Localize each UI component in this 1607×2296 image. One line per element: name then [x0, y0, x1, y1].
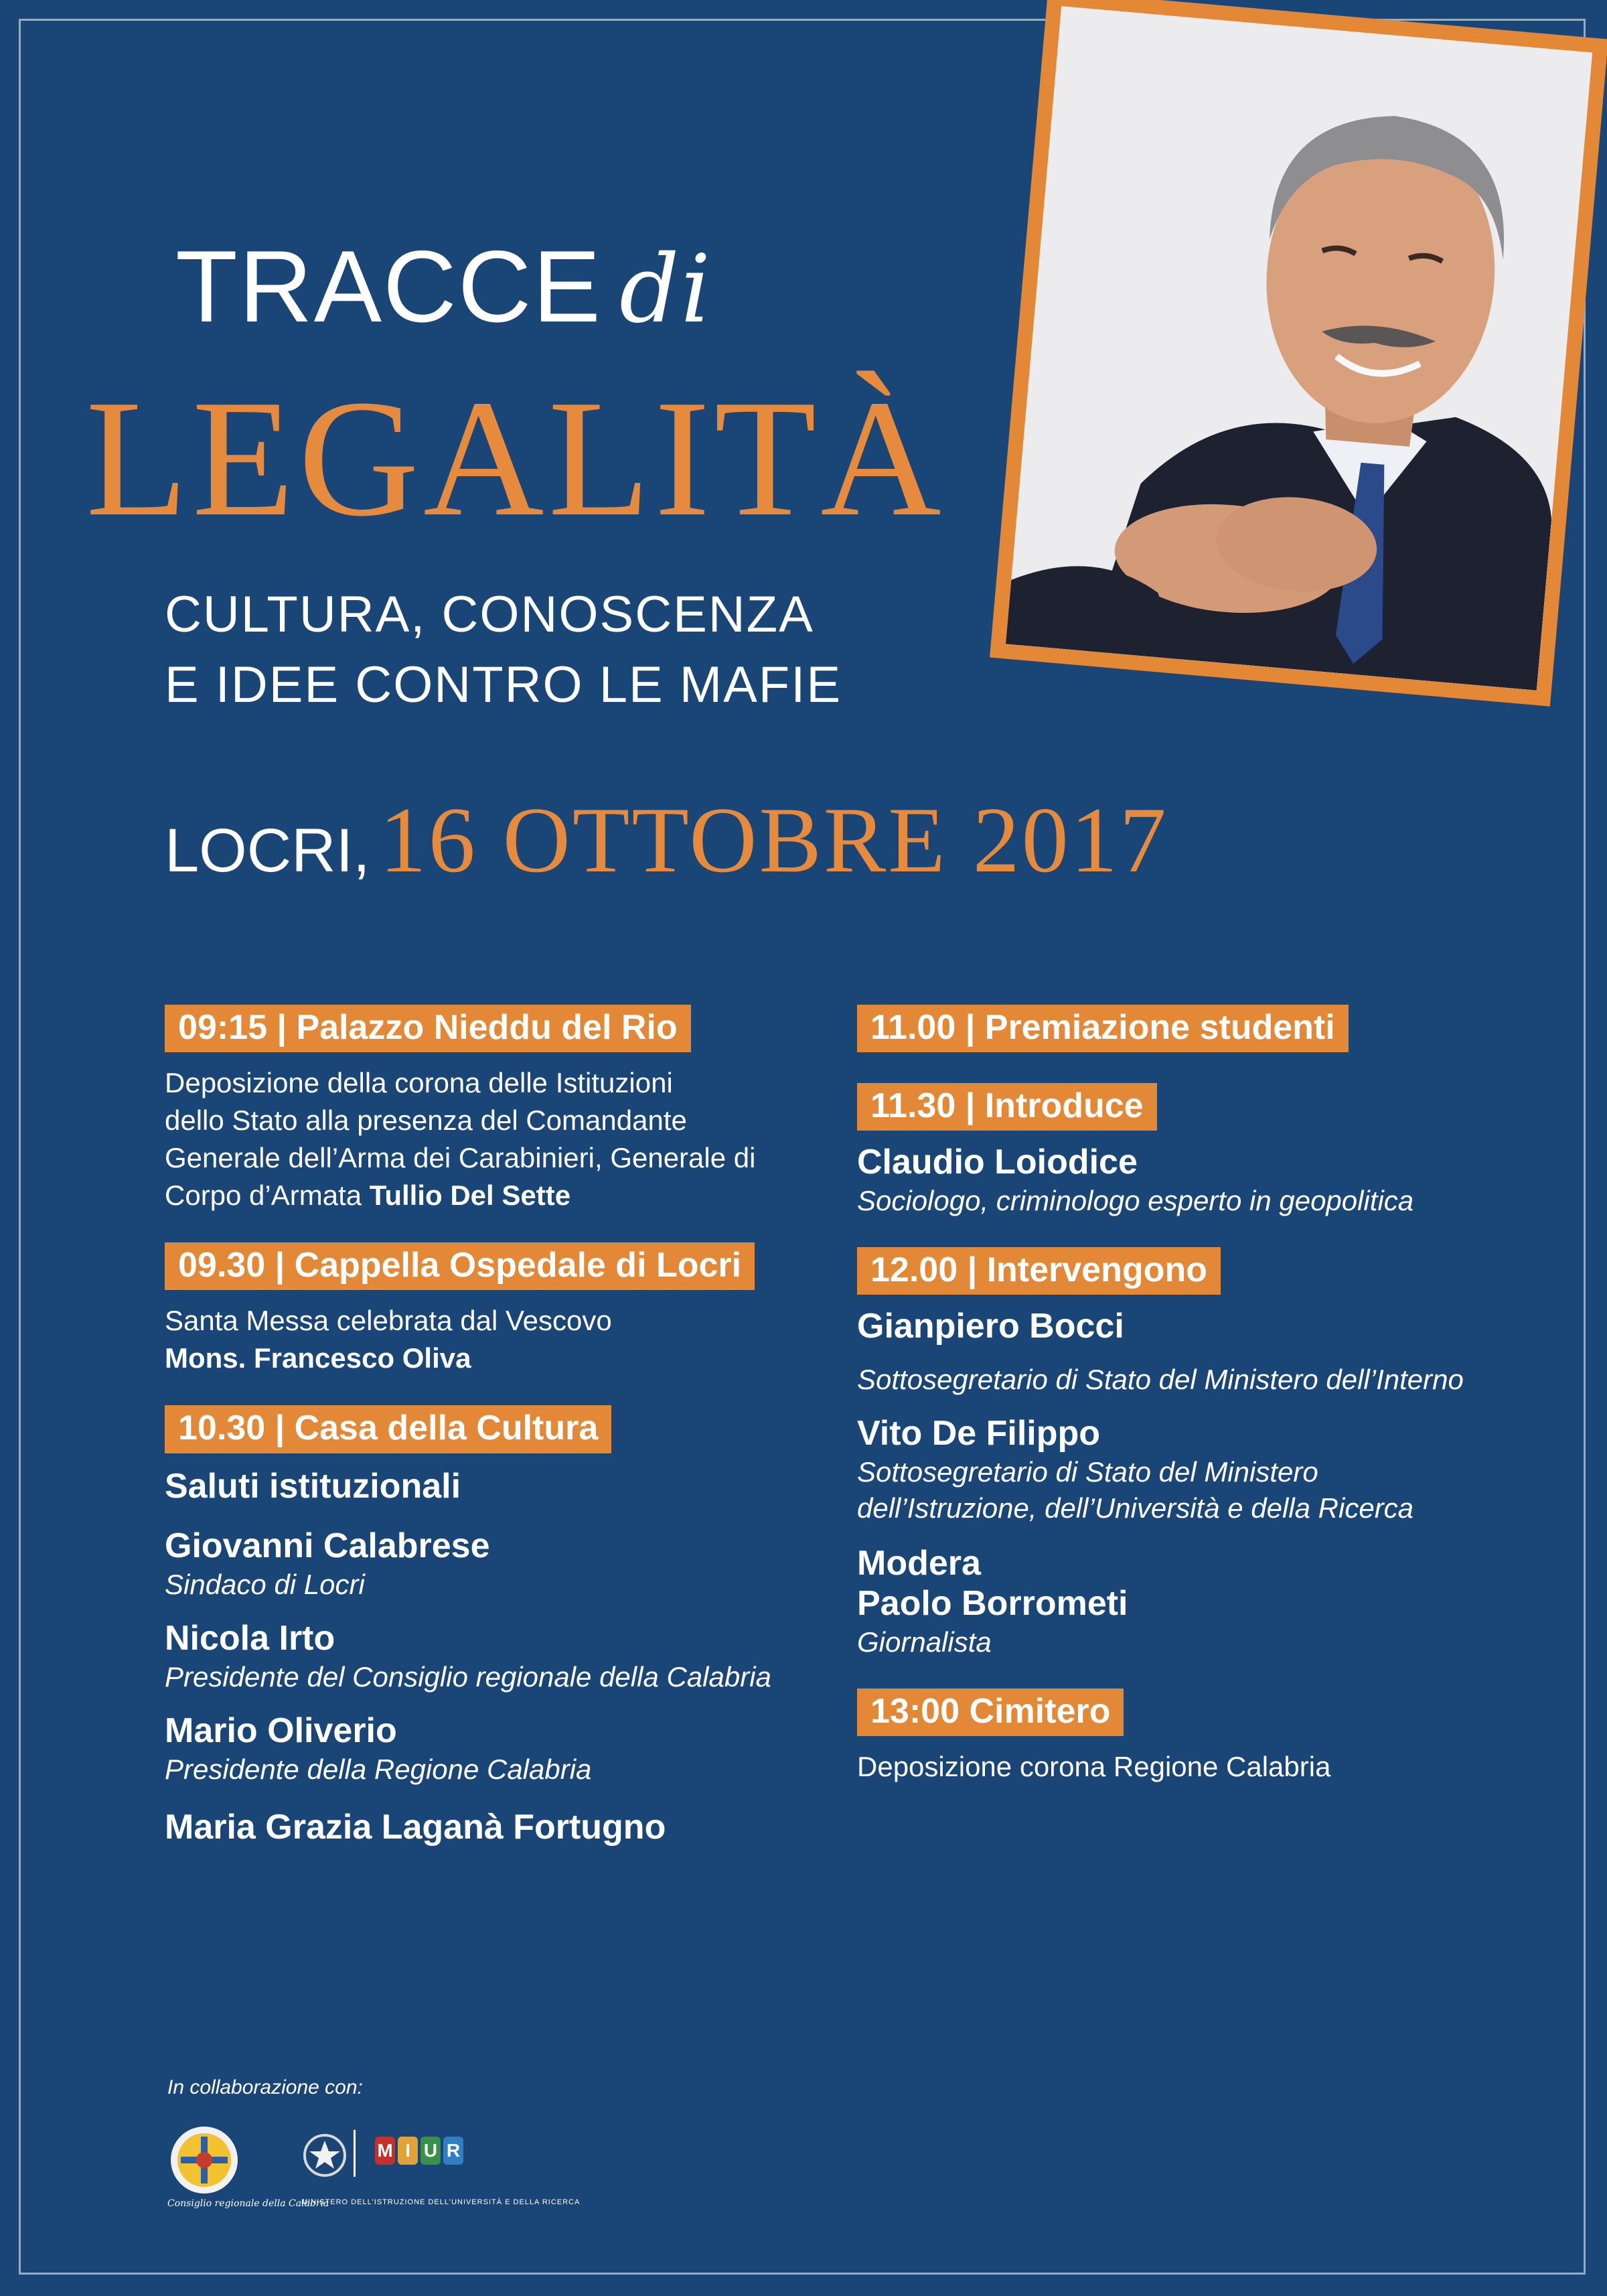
person-name: Vito De Filippo	[857, 1414, 1101, 1453]
desc-line	[165, 1177, 848, 1214]
calabria-emblem-icon	[167, 2123, 241, 2197]
calabria-council-caption: Consiglio regionale della Calabria	[167, 2198, 329, 2209]
miur-logo	[375, 2137, 463, 2165]
program-block-0930	[165, 1242, 848, 1377]
portrait-illustration	[1006, 6, 1592, 691]
person	[165, 1711, 848, 1788]
time-tag-1030: 10.30 | Casa della Cultura	[165, 1405, 611, 1453]
person-name: Mario Oliverio	[165, 1711, 397, 1750]
title-di: di	[619, 235, 712, 344]
event-date	[165, 788, 1168, 892]
desc-line: dello Stato alla presenza del Comandante	[165, 1104, 687, 1137]
time-tag-1300: 13:00 Cimitero	[857, 1689, 1124, 1736]
subtitle-line1: CULTURA, CONOSCENZA	[165, 586, 814, 643]
person-role: dell’Istruzione, dell’Università e della Ricerca	[857, 1492, 1414, 1524]
time-tag-0915: 09:15 | Palazzo Nieddu del Rio	[165, 1005, 691, 1052]
event-city: LOCRI,	[165, 816, 370, 885]
person-name: Paolo Borrometi	[857, 1583, 1128, 1623]
desc-bold-line	[165, 1340, 848, 1377]
block-heading: Saluti istituzionali	[165, 1466, 461, 1506]
person-name: Giovanni Calabrese	[165, 1526, 490, 1566]
logo-divider	[354, 2130, 356, 2177]
miur-letter: M	[375, 2137, 395, 2165]
person	[165, 1619, 848, 1695]
block-1300-description: Deposizione corona Regione Calabria	[857, 1750, 1331, 1782]
desc-line: Santa Messa celebrata dal Vescovo	[165, 1305, 612, 1337]
moderator-heading: Modera	[857, 1543, 981, 1583]
desc-prefix: Corpo d’Armata	[165, 1179, 370, 1212]
program-block-0915	[165, 1005, 848, 1214]
program-left-column	[165, 1005, 848, 1876]
miur-letter: U	[420, 2137, 441, 2165]
subtitle-line2: E IDEE CONTRO LE MAFIE	[165, 656, 842, 713]
program-block-1200	[857, 1247, 1567, 1660]
desc-bold-name: Tullio Del Sette	[369, 1179, 571, 1212]
person	[165, 1808, 848, 1848]
person	[165, 1526, 848, 1603]
republic-star-icon	[301, 2129, 348, 2182]
ministry-caption: MINISTERO DELL'ISTRUZIONE DELL'UNIVERSITÀ E DELLA RICERCA	[301, 2198, 581, 2206]
event-day: 16 OTTOBRE 2017	[379, 788, 1168, 892]
time-tag-1100: 11.00 | Premiazione studenti	[857, 1005, 1349, 1052]
portrait-photo	[990, 0, 1607, 707]
italian-republic-emblem	[301, 2129, 348, 2185]
miur-letter: I	[398, 2137, 418, 2165]
block-0915-description	[165, 1064, 848, 1214]
miur-letter: R	[443, 2137, 463, 2165]
person-role: Sottosegretario di Stato del Ministero dell’Interno	[857, 1364, 1464, 1396]
person-role: Sindaco di Locri	[165, 1569, 365, 1601]
block-0930-description	[165, 1302, 848, 1377]
collaboration-label: In collaborazione con:	[167, 2076, 363, 2098]
desc-line: Generale dell’Arma dei Carabinieri, Generale di	[165, 1142, 756, 1174]
program-block-1030	[165, 1405, 848, 1847]
time-tag-1130: 11.30 | Introduce	[857, 1083, 1157, 1131]
person-role: Sociologo, criminologo esperto in geopolitica	[857, 1185, 1414, 1217]
program-block-1130	[857, 1083, 1567, 1219]
title-legalita: LEGALITÀ	[86, 366, 945, 551]
time-tag-1200: 12.00 | Intervengono	[857, 1247, 1221, 1295]
title-tracce: TRACCE	[175, 230, 602, 344]
person-name: Claudio Loiodice	[857, 1143, 1138, 1182]
person-name: Maria Grazia Laganà Fortugno	[165, 1807, 666, 1847]
desc-line: Deposizione della corona delle Istituzioni	[165, 1067, 673, 1099]
person-role: Presidente della Regione Calabria	[165, 1753, 592, 1785]
time-tag-0930: 09.30 | Cappella Ospedale di Locri	[165, 1242, 755, 1290]
program-right-column	[857, 1005, 1567, 1814]
person-name: Gianpiero Bocci	[857, 1307, 1124, 1346]
program-block-1300	[857, 1689, 1567, 1786]
desc-bold-name: Mons. Francesco Oliva	[165, 1342, 471, 1374]
person-role: Giornalista	[857, 1626, 992, 1658]
person-name: Nicola Irto	[165, 1619, 335, 1658]
calabria-council-logo	[167, 2123, 241, 2200]
program-block-1100	[857, 1005, 1567, 1052]
person-role: Sottosegretario di Stato del Ministero	[857, 1455, 1318, 1488]
title-line1	[175, 230, 712, 344]
person-role: Presidente del Consiglio regionale della Calabria	[165, 1660, 771, 1693]
